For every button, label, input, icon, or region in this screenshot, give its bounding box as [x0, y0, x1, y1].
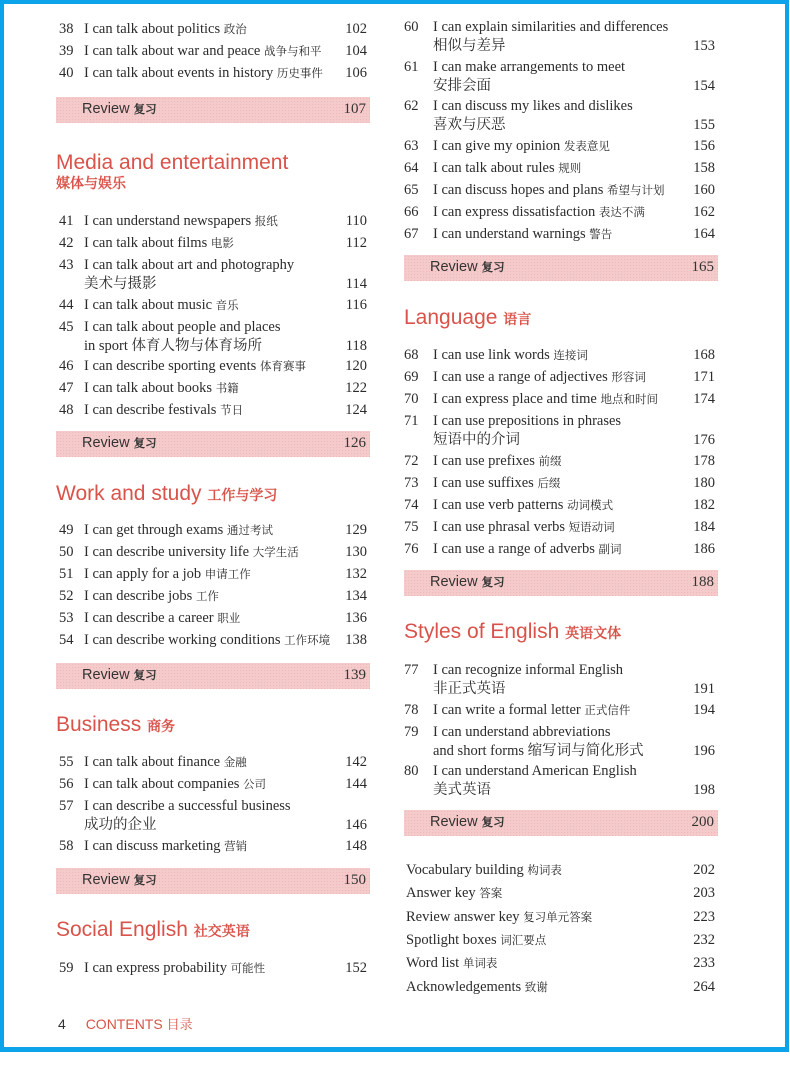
entry-page: 136 [345, 610, 367, 626]
entry-number: 71 [404, 413, 419, 429]
entry-title-zh: 体育赛事 [259, 359, 306, 373]
review-label [430, 814, 505, 830]
entry-title-line2 [84, 814, 157, 836]
entry-title [84, 585, 336, 607]
back-matter-title [406, 906, 592, 928]
back-matter-page: 233 [693, 955, 715, 972]
entry-title [433, 538, 684, 560]
section-media [56, 151, 288, 193]
entry-title-line2 [433, 429, 520, 451]
entry-title [433, 179, 684, 201]
section-title-zh: 英语文体 [565, 626, 622, 642]
entry-number: 38 [59, 21, 74, 37]
section-styles [404, 620, 621, 646]
review-row[interactable] [56, 97, 370, 123]
entry-title [433, 450, 684, 472]
entry-title-en: I can use prefixes [433, 453, 535, 469]
section-title-en: Media and entertainment [56, 151, 289, 174]
entry-title-en: I can use a range of adverbs [433, 541, 595, 557]
entry-title-zh: 缩写词与简化形式 [527, 743, 644, 759]
entry-title-zh: 动词模式 [567, 498, 614, 512]
entry-title-en: I can describe a successful business [84, 798, 291, 814]
entry-page: 194 [693, 702, 715, 718]
back-matter-title-en: Review answer key [406, 908, 520, 925]
entry-page: 112 [345, 235, 367, 251]
entry-title-zh: 报纸 [254, 214, 278, 228]
entry-title-en: I can use a range of adjectives [433, 369, 608, 385]
entry-number: 40 [59, 65, 74, 81]
review-label-zh: 复习 [481, 575, 505, 589]
entry-page: 124 [345, 402, 367, 418]
entry-title-zh: 地点和时间 [600, 392, 658, 406]
entry-title [84, 629, 336, 651]
review-label-en: Review [82, 435, 130, 451]
section-language [404, 306, 531, 332]
review-page: 165 [691, 259, 714, 275]
review-page: 139 [343, 667, 366, 683]
entry-title-zh: 美式英语 [433, 782, 491, 798]
entry-title-zh: 职业 [217, 611, 241, 625]
entry-title-zh: 书籍 [215, 381, 239, 395]
review-row[interactable] [56, 431, 370, 457]
entry-number: 75 [404, 519, 419, 535]
entry-number: 50 [59, 544, 74, 560]
entry-number: 69 [404, 369, 419, 385]
entry-title [433, 516, 684, 538]
entry-number: 60 [404, 19, 419, 35]
entry-title-en2: and short forms [433, 743, 525, 759]
footer-label [86, 1016, 193, 1032]
entry-title-zh: 非正式英语 [433, 681, 506, 697]
entry-title-en: I can describe sporting events [84, 358, 257, 374]
entry-page: 158 [693, 160, 715, 176]
entry-title-zh: 美术与摄影 [84, 276, 157, 292]
entry-page: 155 [693, 117, 715, 133]
entry-page: 144 [345, 776, 367, 792]
entry-title-zh: 历史事件 [276, 66, 323, 80]
entry-page: 160 [693, 182, 715, 198]
entry-number: 73 [404, 475, 419, 491]
entry-page: 154 [693, 78, 715, 94]
section-title-en: Business [56, 713, 142, 736]
entry-title-zh: 安排会面 [433, 78, 491, 94]
back-matter-title [406, 929, 546, 951]
review-label [82, 872, 157, 888]
entry-title [84, 62, 336, 84]
entry-number: 67 [404, 226, 419, 242]
entry-title-line2 [433, 740, 644, 762]
entry-title-en: I can describe a career [84, 610, 214, 626]
entry-title-zh: 成功的企业 [84, 817, 157, 833]
entry-page: 152 [345, 960, 367, 976]
review-page: 188 [691, 574, 714, 590]
entry-page: 198 [693, 782, 715, 798]
entry-page: 186 [693, 541, 715, 557]
entry-title-zh: 副词 [598, 542, 622, 556]
review-label [82, 101, 157, 117]
review-label-en: Review [82, 872, 130, 888]
entry-number: 46 [59, 358, 74, 374]
entry-title-zh: 营销 [224, 839, 248, 853]
entry-title [84, 773, 336, 795]
entry-page: 146 [345, 817, 367, 833]
entry-title-en: I can write a formal letter [433, 702, 581, 718]
entry-page: 196 [693, 743, 715, 759]
entry-title-en: I can talk about films [84, 235, 208, 251]
entry-title-en: I can get through exams [84, 522, 224, 538]
review-label-zh: 复习 [481, 260, 505, 274]
entry-title-en: I can use suffixes [433, 475, 534, 491]
review-page: 150 [343, 872, 366, 888]
entry-number: 77 [404, 662, 419, 678]
entry-number: 41 [59, 213, 74, 229]
entry-title-en: I can discuss hopes and plans [433, 182, 604, 198]
entry-title-zh: 节日 [220, 403, 244, 417]
entry-title [84, 957, 336, 979]
entry-title-en: I can explain similarities and differences [433, 19, 669, 35]
entry-page: 191 [693, 681, 715, 697]
entry-number: 76 [404, 541, 419, 557]
back-matter-title-en: Spotlight boxes [406, 931, 497, 948]
entry-title [433, 494, 684, 516]
entry-title-en: I can recognize informal English [433, 662, 624, 678]
entry-title-zh: 形容词 [611, 370, 646, 384]
entry-number: 79 [404, 724, 419, 740]
entry-title-zh: 通过考试 [226, 523, 273, 537]
entry-title-line2 [433, 779, 491, 801]
entry-title-en2: in sport [84, 338, 128, 354]
entry-title [84, 377, 336, 399]
review-label-en: Review [430, 574, 478, 590]
section-title-zh: 语言 [503, 312, 532, 328]
entry-number: 72 [404, 453, 419, 469]
entry-title-zh: 工作环境 [284, 633, 331, 647]
entry-page: 180 [693, 475, 715, 491]
review-row[interactable] [404, 255, 718, 281]
entry-title-en: I can express place and time [433, 391, 597, 407]
entry-title-en: I can talk about war and peace [84, 43, 261, 59]
back-matter-title-en: Answer key [406, 885, 476, 902]
entry-title-en: I can talk about rules [433, 160, 555, 176]
entry-page: 138 [345, 632, 367, 648]
review-label-zh: 复习 [481, 815, 505, 829]
entry-page: 142 [345, 754, 367, 770]
entry-title [433, 223, 684, 245]
back-matter-title-zh: 致谢 [524, 979, 548, 994]
review-label-en: Review [430, 259, 478, 275]
back-matter-title-zh: 构词表 [527, 863, 562, 877]
entry-title-line2 [84, 273, 157, 295]
entry-title-en: I can describe working conditions [84, 632, 281, 648]
entry-number: 49 [59, 522, 74, 538]
entry-page: 164 [693, 226, 715, 242]
entry-page: 118 [345, 338, 367, 354]
entry-title [84, 294, 336, 316]
entry-number: 56 [59, 776, 74, 792]
back-matter-title [406, 952, 497, 974]
entry-title-zh: 工作 [195, 589, 219, 603]
entry-title-zh: 规则 [558, 161, 582, 175]
entry-page: 120 [345, 358, 367, 374]
entry-page: 171 [693, 369, 715, 385]
entry-number: 45 [59, 319, 74, 335]
entry-page: 182 [693, 497, 715, 513]
entry-page: 132 [345, 566, 367, 582]
section-title-zh: 媒体与娱乐 [56, 176, 126, 192]
entry-number: 48 [59, 402, 74, 418]
entry-page: 102 [345, 21, 367, 37]
back-matter-title [406, 976, 548, 998]
entry-page: 130 [345, 544, 367, 560]
footer-label-en: CONTENTS [85, 1016, 163, 1032]
review-row[interactable] [56, 663, 370, 689]
entry-title-en: I can talk about books [84, 380, 213, 396]
entry-page: 106 [345, 65, 367, 81]
entry-number: 44 [59, 297, 74, 313]
entry-title [433, 344, 684, 366]
entry-page: 156 [693, 138, 715, 154]
section-title-zh: 商务 [147, 719, 176, 735]
back-matter-title-en: Acknowledgements [406, 978, 522, 995]
entry-title-zh: 表达不满 [598, 205, 645, 219]
entry-title [84, 751, 336, 773]
entry-title [433, 388, 684, 410]
entry-title [84, 563, 336, 585]
entry-number: 55 [59, 754, 74, 770]
back-matter-page: 202 [693, 862, 715, 878]
back-matter-page: 203 [693, 885, 715, 902]
entry-number: 64 [404, 160, 419, 176]
review-label-zh: 复习 [133, 436, 157, 450]
entry-number: 74 [404, 497, 419, 513]
entry-title-en: I can use prepositions in phrases [433, 413, 622, 429]
review-row[interactable] [404, 570, 718, 596]
entry-title-zh: 战争与和平 [263, 44, 322, 58]
entry-title-en: I can talk about finance [84, 754, 221, 770]
entry-title-zh: 金融 [223, 755, 247, 769]
entry-title-en: I can use phrasal verbs [433, 519, 566, 535]
entry-page: 148 [345, 838, 367, 854]
entry-title-en: I can express dissatisfaction [433, 204, 596, 220]
entry-title-en: I can discuss marketing [84, 838, 221, 854]
entry-title-en: I can talk about people and places [84, 319, 281, 335]
entry-title-zh: 可能性 [230, 961, 266, 975]
section-title-en: Social English [56, 918, 188, 941]
entry-number: 68 [404, 347, 419, 363]
entry-number: 42 [59, 235, 74, 251]
section-work [56, 482, 277, 508]
review-label-zh: 复习 [133, 873, 157, 887]
entry-number: 39 [59, 43, 74, 59]
back-matter-title-zh: 词汇要点 [500, 932, 547, 947]
entry-title [84, 519, 336, 541]
entry-title-en: I can talk about events in history [84, 65, 274, 81]
entry-title-zh: 短语中的介词 [433, 432, 520, 448]
back-matter-title-en: Vocabulary building [406, 862, 524, 878]
entry-title-en: I can make arrangements to meet [433, 59, 626, 75]
entry-title [84, 607, 336, 629]
entry-title [84, 40, 336, 62]
entry-title [84, 835, 336, 857]
entry-title-zh: 政治 [223, 22, 247, 36]
entry-title [433, 699, 684, 721]
entry-number: 59 [59, 960, 74, 976]
entry-page: 114 [345, 276, 367, 292]
entry-page: 174 [693, 391, 715, 407]
entry-number: 58 [59, 838, 74, 854]
review-row[interactable] [404, 810, 718, 836]
entry-title-en: I can describe jobs [84, 588, 193, 604]
entry-title-en: I can talk about music [84, 297, 213, 313]
entry-page: 116 [345, 297, 367, 313]
back-matter-title-zh: 答案 [479, 886, 503, 901]
review-label-en: Review [82, 667, 130, 683]
section-title-zh: 社交英语 [193, 924, 250, 940]
entry-title-zh: 希望与计划 [606, 183, 665, 197]
back-matter-page: 223 [693, 908, 715, 925]
back-matter-title-zh: 复习单元答案 [523, 909, 593, 924]
review-label-zh: 复习 [133, 102, 157, 116]
entry-number: 54 [59, 632, 74, 648]
entry-title-en: I can express probability [84, 960, 227, 976]
page-number: 4 [58, 1016, 66, 1032]
entry-title-en: I can give my opinion [433, 138, 561, 154]
review-page: 126 [343, 435, 366, 451]
entry-title [433, 135, 684, 157]
entry-title-zh: 喜欢与厌恶 [433, 117, 506, 133]
entry-title [433, 157, 684, 179]
entry-title-zh: 音乐 [215, 298, 239, 312]
entry-title [433, 472, 684, 494]
entry-title-zh: 正式信件 [584, 703, 631, 717]
entry-title-zh: 连接词 [553, 348, 588, 362]
entry-title-zh: 前缀 [538, 454, 562, 468]
entry-number: 78 [404, 702, 419, 718]
entry-title-zh: 后缀 [537, 476, 561, 490]
entry-title [84, 355, 336, 377]
entry-title-en: I can use link words [433, 347, 550, 363]
review-label-en: Review [430, 814, 478, 830]
entry-title [433, 366, 684, 388]
back-matter-title [406, 859, 562, 881]
entry-title-zh: 相似与差异 [433, 38, 506, 54]
entry-title-en: I can talk about companies [84, 776, 240, 792]
entry-number: 47 [59, 380, 74, 396]
entry-title-en: I can apply for a job [84, 566, 202, 582]
section-title-en: Styles of English [404, 620, 560, 643]
entry-number: 80 [404, 763, 419, 779]
entry-title-en: I can describe university life [84, 544, 250, 560]
entry-number: 61 [404, 59, 419, 75]
entry-title-zh: 申请工作 [204, 567, 251, 581]
entry-number: 62 [404, 98, 419, 114]
entry-title-en: I can talk about politics [84, 21, 221, 37]
entry-title [84, 18, 336, 40]
review-label [430, 259, 505, 275]
review-label-zh: 复习 [133, 668, 157, 682]
entry-page: 168 [693, 347, 715, 363]
entry-title-line2 [84, 335, 262, 357]
section-title-en: Work and study [56, 482, 202, 505]
entry-page: 162 [693, 204, 715, 220]
review-label [82, 435, 157, 451]
entry-title-zh: 短语动词 [568, 520, 615, 534]
review-label-en: Review [82, 101, 130, 117]
entry-number: 63 [404, 138, 419, 154]
back-matter-page: 264 [693, 978, 715, 995]
review-page: 200 [691, 814, 714, 830]
entry-title-zh: 体育人物与体育场所 [131, 338, 263, 354]
entry-number: 53 [59, 610, 74, 626]
entry-title-line2 [433, 114, 506, 136]
entry-title-line2 [433, 678, 506, 700]
review-label [82, 667, 157, 683]
entry-title-zh: 大学生活 [252, 545, 299, 559]
back-matter-page: 232 [693, 931, 715, 948]
entry-title-en: I can understand newspapers [84, 213, 252, 229]
entry-number: 43 [59, 257, 74, 273]
entry-title [84, 541, 336, 563]
entry-title-zh: 警告 [589, 227, 613, 241]
review-row[interactable] [56, 868, 370, 894]
entry-title [433, 201, 684, 223]
entry-title-line2 [433, 35, 506, 57]
entry-title [84, 399, 336, 421]
entry-title [84, 210, 336, 232]
entry-title-en: I can understand abbreviations [433, 724, 611, 740]
page-footer [58, 1014, 193, 1033]
entry-title-line2 [433, 75, 491, 97]
entry-number: 52 [59, 588, 74, 604]
entry-page: 104 [345, 43, 367, 59]
back-matter-title [406, 882, 502, 904]
section-title-zh: 工作与学习 [207, 488, 278, 504]
entry-title [84, 232, 336, 254]
footer-label-zh: 目录 [166, 1018, 193, 1033]
entry-page: 134 [345, 588, 367, 604]
section-business [56, 713, 175, 739]
entry-number: 66 [404, 204, 419, 220]
entry-title-en: I can discuss my likes and dislikes [433, 98, 633, 114]
entry-page: 129 [345, 522, 367, 538]
entry-page: 110 [345, 213, 367, 229]
entry-title-en: I can talk about art and photography [84, 257, 295, 273]
entry-page: 122 [345, 380, 367, 396]
back-matter-title-en: Word list [406, 955, 460, 972]
section-social [56, 918, 250, 944]
entry-page: 153 [693, 38, 715, 54]
review-page: 107 [343, 101, 366, 117]
entry-number: 65 [404, 182, 419, 198]
entry-page: 178 [693, 453, 715, 469]
back-matter-title-zh: 单词表 [462, 956, 498, 971]
entry-title-zh: 电影 [210, 236, 234, 250]
entry-title-en: I can describe festivals [84, 402, 217, 418]
entry-title-zh: 发表意见 [563, 139, 610, 153]
entry-title-en: I can understand American English [433, 763, 637, 779]
entry-title-zh: 公司 [243, 777, 267, 791]
entry-title-en: I can use verb patterns [433, 497, 564, 513]
entry-page: 176 [693, 432, 715, 448]
entry-page: 184 [693, 519, 715, 535]
review-label [430, 574, 505, 590]
entry-number: 70 [404, 391, 419, 407]
entry-title-en: I can understand warnings [433, 226, 586, 242]
entry-number: 57 [59, 798, 74, 814]
section-title-en: Language [404, 306, 498, 329]
entry-number: 51 [59, 566, 74, 582]
